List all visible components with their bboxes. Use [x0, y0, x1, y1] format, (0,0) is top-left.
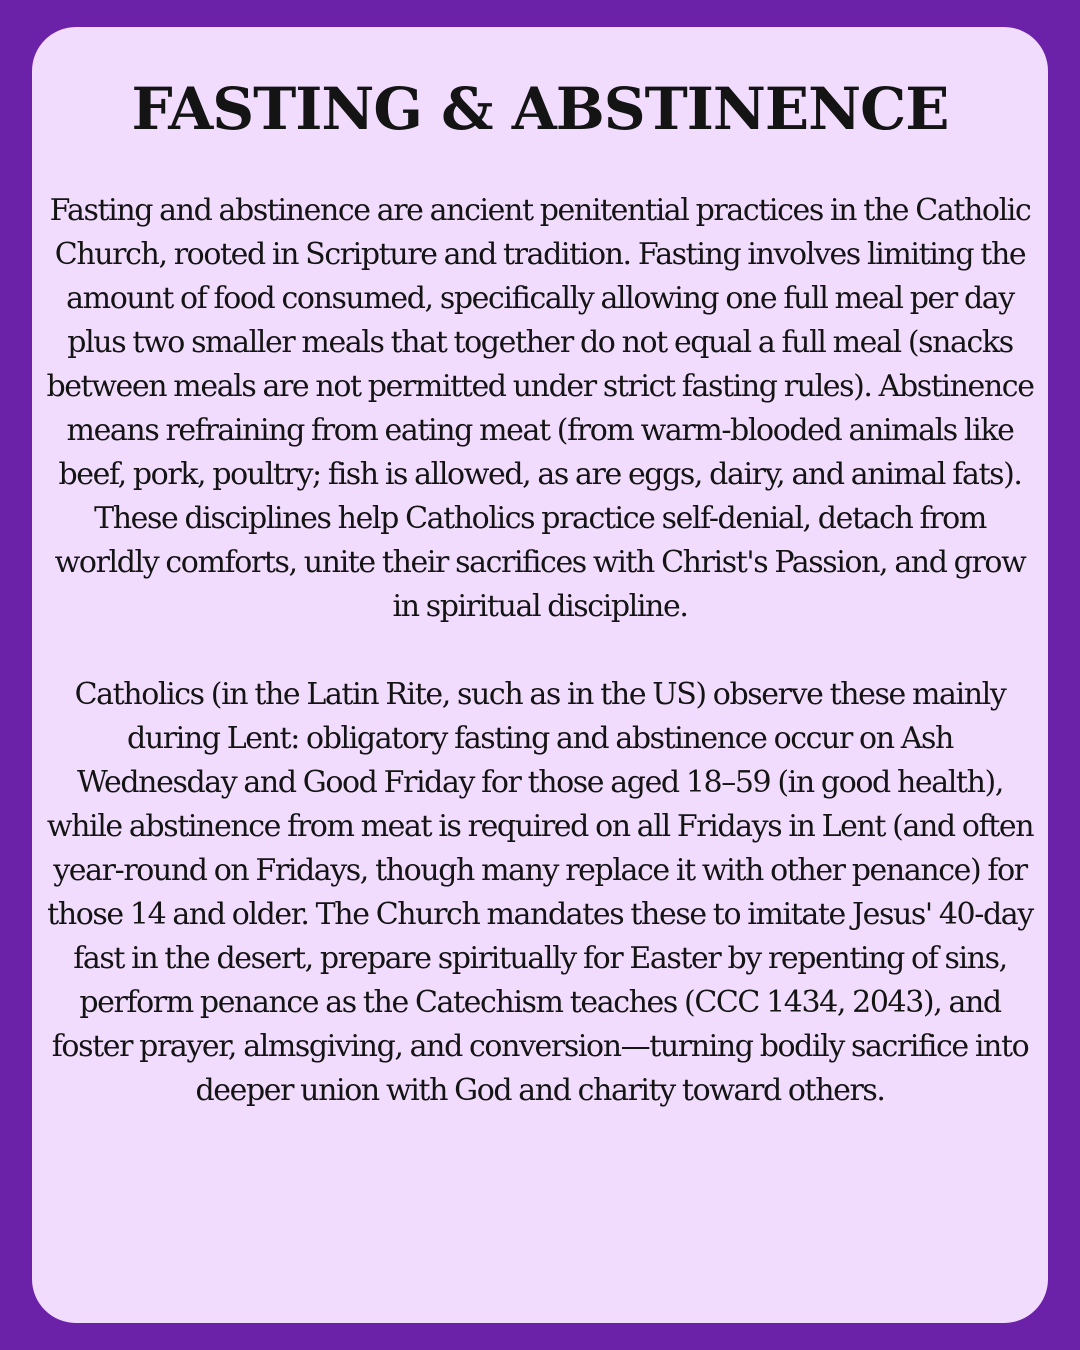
content-card — [32, 27, 1048, 1323]
paragraph-definition: Fasting and abstinence are ancient penitential practices in the Catholic Church, rooted in Scripture and tradition. Fasting involves limiting the amount of food consumed, specifically allowing one full meal per day plus two smaller meals that together do not equal a full meal (snacks between meals are not permitted under strict fasting rules). Abstinence means refraining from eating meat (from warm-blooded animals like beef, pork, poultry; fish is allowed, as are eggs, dairy, and animal fats). These disciplines help Catholics practice self-denial, detach from worldly comforts, unite their sacrifices with Christ's Passion, and grow in spiritual discipline. — [46, 193, 1034, 624]
paragraph-observance: Catholics (in the Latin Rite, such as in the US) observe these mainly during Lent: obligatory fasting and abstinence occur on Ash Wednesday and Good Friday for those aged 18–59 (in good health), while abstinence from meat is required on all Fridays in Lent (and often year-round on Fridays, though many replace it with other penance) for those 14 and older. The Church mandates these to imitate Jesus' 40-day fast in the desert, prepare spiritually for Easter by repenting of sins, perform penance as the Catechism teaches (CCC 1434, 2043), and foster prayer, almsgiving, and conversion—turning bodily sacrifice into deeper union with God and charity toward others. — [46, 677, 1034, 1108]
page-title: FASTING & ABSTINENCE — [131, 75, 949, 143]
